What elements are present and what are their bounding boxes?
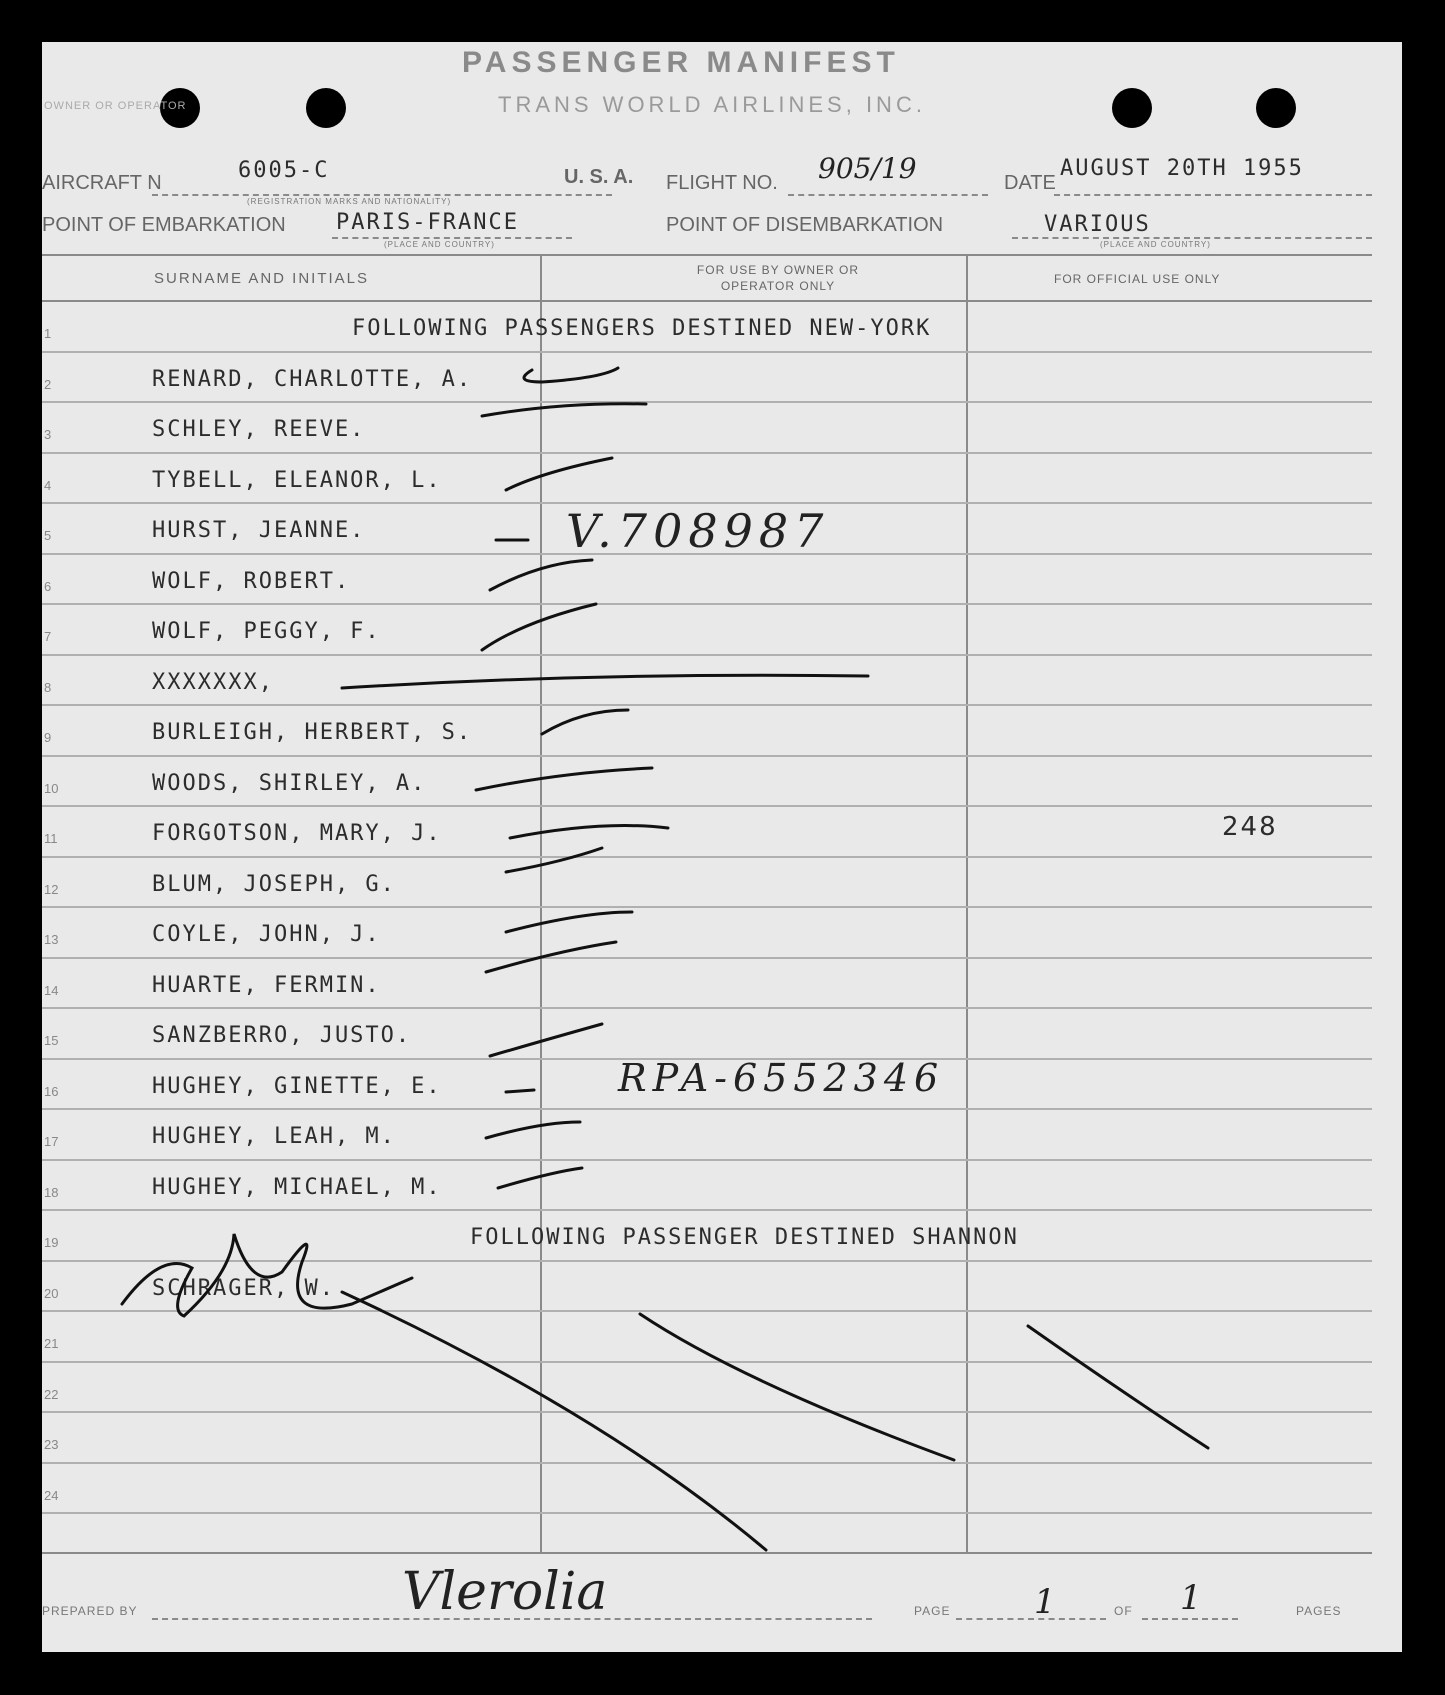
owner-label: OWNER OR OPERATOR <box>44 100 187 112</box>
disembarkation-value: VARIOUS <box>1044 212 1151 237</box>
row-number: 20 <box>44 1285 59 1301</box>
passenger-name: SCHLEY, REEVE. <box>152 417 366 442</box>
row-number: 9 <box>44 730 52 745</box>
passenger-name: SCHRAGER, W. <box>152 1275 335 1301</box>
row-number: 6 <box>44 578 52 594</box>
nationality: U. S. A. <box>564 166 634 188</box>
passenger-name: BURLEIGH, HERBERT, S. <box>152 720 473 745</box>
manifest-title: PASSENGER MANIFEST <box>462 46 900 79</box>
disembarkation-caption: (PLACE AND COUNTRY) <box>1100 240 1211 249</box>
prepared-label: PREPARED BY <box>42 1604 138 1618</box>
aircraft-value: 6005-C <box>238 158 330 183</box>
passenger-name: WOLF, PEGGY, F. <box>152 619 381 644</box>
row-number: 13 <box>44 932 59 947</box>
column-owner-use: FOR USE BY OWNER OR OPERATOR ONLY <box>696 263 860 293</box>
row-number: 3 <box>44 427 52 442</box>
page-value: 1 <box>1034 1582 1056 1622</box>
manifest-sheet <box>42 42 1402 1652</box>
date-label: DATE <box>1004 172 1056 194</box>
row-number: 22 <box>44 1386 59 1402</box>
row-number: 24 <box>44 1487 59 1503</box>
passenger-name: WOLF, ROBERT. <box>152 568 351 594</box>
row-number: 16 <box>44 1083 59 1099</box>
official-note: 248 <box>1222 812 1278 842</box>
passenger-name: HUGHEY, GINETTE, E. <box>152 1073 442 1099</box>
owner-note-hurst: V.708987 <box>566 504 830 558</box>
row-number: 12 <box>44 881 59 897</box>
owner-note-hughey: RPA-6552346 <box>618 1056 945 1100</box>
passenger-name: HUGHEY, MICHAEL, M. <box>152 1174 442 1200</box>
registration-caption: (REGISTRATION MARKS AND NATIONALITY) <box>247 197 452 206</box>
column-surname: SURNAME AND INITIALS <box>154 270 370 287</box>
destination-heading: FOLLOWING PASSENGER DESTINED SHANNON <box>470 1225 1019 1250</box>
of-value: 1 <box>1180 1578 1202 1618</box>
row-number: 4 <box>44 477 52 493</box>
passenger-name: FORGOTSON, MARY, J. <box>152 821 442 846</box>
row-number: 21 <box>44 1336 59 1351</box>
pen-marks <box>42 42 1402 1652</box>
passenger-name: HUARTE, FERMIN. <box>152 972 381 998</box>
flight-label: FLIGHT NO. <box>666 172 778 194</box>
disembarkation-label: POINT OF DISEMBARKATION <box>666 214 944 236</box>
prepared-signature: Vlerolia <box>402 1562 608 1622</box>
destination-heading: FOLLOWING PASSENGERS DESTINED NEW-YORK <box>352 316 932 341</box>
row-number: 19 <box>44 1235 59 1250</box>
pages-label: PAGES <box>1296 1604 1342 1618</box>
row-number: 18 <box>44 1184 59 1200</box>
date-value: AUGUST 20TH 1955 <box>1060 156 1304 181</box>
aircraft-label: AIRCRAFT N <box>42 172 162 194</box>
passenger-name: SANZBERRO, JUSTO. <box>152 1023 412 1048</box>
of-label: OF <box>1114 1604 1133 1618</box>
embarkation-caption: (PLACE AND COUNTRY) <box>384 240 495 249</box>
passenger-name: RENARD, CHARLOTTE, A. <box>152 366 473 392</box>
row-number: 8 <box>44 679 52 695</box>
company-name: TRANS WORLD AIRLINES, INC. <box>498 92 926 117</box>
row-number: 14 <box>44 982 59 998</box>
row-number: 17 <box>44 1134 59 1149</box>
embarkation-value: PARIS-FRANCE <box>336 210 519 235</box>
row-number: 1 <box>44 326 52 341</box>
row-number: 23 <box>44 1437 59 1452</box>
row-number: 5 <box>44 528 52 543</box>
passenger-name: BLUM, JOSEPH, G. <box>152 871 396 897</box>
row-number: 11 <box>44 831 58 846</box>
page-label: PAGE <box>914 1604 951 1618</box>
passenger-name: HURST, JEANNE. <box>152 518 366 543</box>
passenger-name: TYBELL, ELEANOR, L. <box>152 467 442 493</box>
passenger-name: XXXXXXX, <box>152 669 274 695</box>
row-number: 10 <box>44 780 59 796</box>
passenger-name: HUGHEY, LEAH, M. <box>152 1124 396 1149</box>
embarkation-label: POINT OF EMBARKATION <box>42 214 286 236</box>
row-number: 2 <box>44 376 52 392</box>
passenger-name: COYLE, JOHN, J. <box>152 922 381 947</box>
column-official-use: FOR OFFICIAL USE ONLY <box>1054 272 1221 286</box>
row-number: 7 <box>44 629 52 644</box>
flight-value: 905/19 <box>818 152 917 185</box>
row-number: 15 <box>44 1033 59 1048</box>
passenger-name: WOODS, SHIRLEY, A. <box>152 770 427 796</box>
